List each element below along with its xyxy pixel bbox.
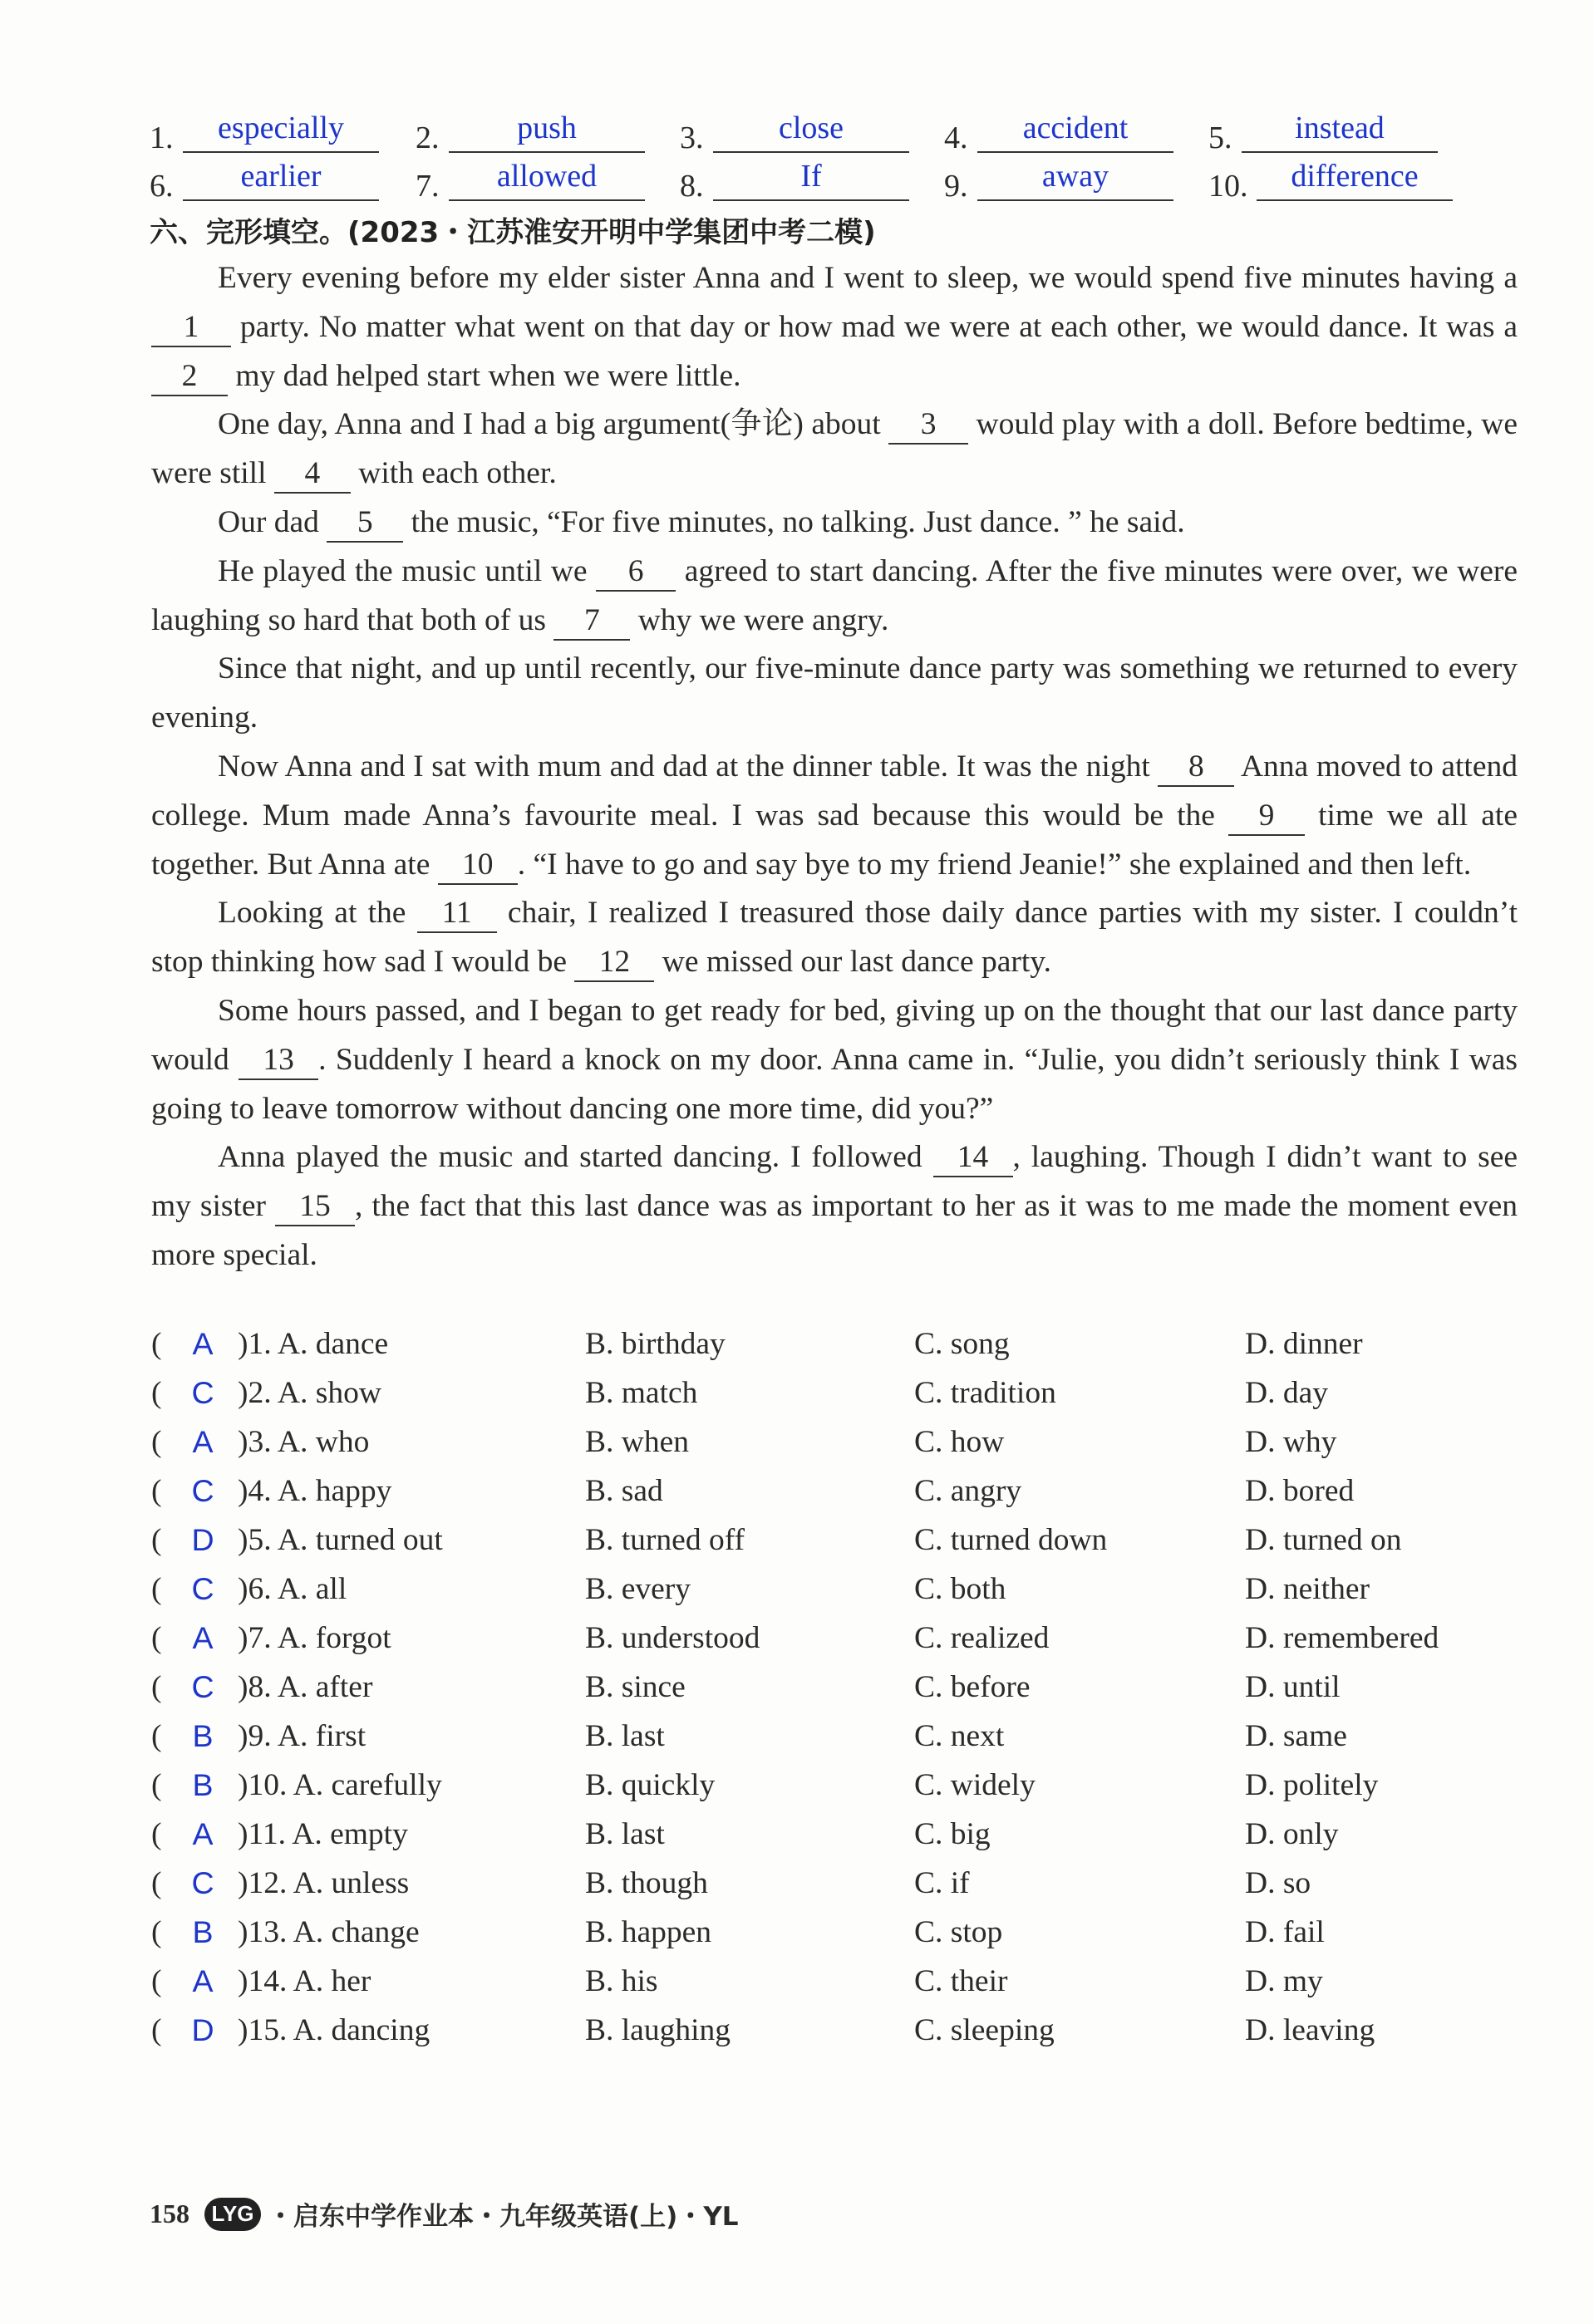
passage-text: we missed our last dance party. xyxy=(654,945,1051,980)
cloze-passage xyxy=(151,254,1518,1280)
option-b: B. laughing xyxy=(585,2013,731,2047)
option-a: )8. A. after xyxy=(238,1670,373,1704)
passage-text: . “I have to go and say bye to my friend Jeanie!” she explained and then left. xyxy=(517,847,1472,882)
paragraph-2 xyxy=(151,400,1518,499)
option-c: C. tradition xyxy=(914,1376,1056,1410)
option-d: D. only xyxy=(1245,1817,1339,1851)
fill-number: 4. xyxy=(944,120,968,155)
answer-letter: C xyxy=(191,1669,214,1704)
fill-answer: especially xyxy=(183,111,379,153)
blank-4: 4 xyxy=(274,455,351,494)
option-a: )4. A. happy xyxy=(238,1474,392,1508)
option-c: C. big xyxy=(914,1817,991,1851)
option-a: )5. A. turned out xyxy=(238,1523,443,1557)
paragraph-7 xyxy=(151,889,1518,987)
option-a: )10. A. carefully xyxy=(238,1768,442,1802)
option-d: D. bored xyxy=(1245,1474,1355,1508)
option-a: )3. A. who xyxy=(238,1425,370,1459)
passage-text: Since that night, and up until recently, our five-minute dance party was something we returned to every evening. xyxy=(151,651,1518,735)
passage-text: Anna moved to attend college. Mum made Anna’s favourite meal. I was sad because this would be the xyxy=(151,749,1518,833)
passage-text: Now Anna and I sat with mum and dad at the dinner table. It was the night xyxy=(218,749,1159,784)
option-b: B. turned off xyxy=(585,1523,745,1557)
fill-answer: away xyxy=(977,160,1173,201)
paragraph-6 xyxy=(151,743,1518,889)
option-c: C. next xyxy=(914,1719,1005,1753)
answer-letter: A xyxy=(192,1963,214,1998)
option-a: )7. A. forgot xyxy=(238,1621,391,1655)
paren: ( xyxy=(151,1376,162,1410)
option-a: )11. A. empty xyxy=(238,1817,408,1851)
option-b: B. his xyxy=(585,1964,658,1998)
passage-text: chair, I realized I treasured those daily dance parties with my sister. I couldn’t stop thinking how sad I would be xyxy=(151,896,1518,980)
option-c: C. if xyxy=(914,1866,970,1900)
paragraph-9 xyxy=(151,1133,1518,1280)
fill-answer: accident xyxy=(977,111,1173,153)
blank-15: 15 xyxy=(275,1188,355,1226)
question-row xyxy=(151,1816,1523,1858)
blank-8: 8 xyxy=(1158,749,1234,787)
fill-number: 3. xyxy=(680,120,704,155)
passage-text: why we were angry. xyxy=(630,602,889,637)
passage-text: the music, “For five minutes, no talking. Just dance. ” he said. xyxy=(403,504,1185,539)
answer-letter: C xyxy=(191,1473,214,1508)
fill-answer: If xyxy=(713,160,909,201)
option-d: D. fail xyxy=(1245,1915,1325,1949)
fill-answer: difference xyxy=(1257,160,1453,201)
question-row xyxy=(151,1963,1523,2005)
option-d: D. turned on xyxy=(1245,1523,1402,1557)
answer-letter: B xyxy=(192,1718,214,1753)
option-b: B. last xyxy=(585,1719,665,1753)
option-b: B. every xyxy=(585,1572,691,1606)
paren: ( xyxy=(151,1327,162,1361)
paragraph-3 xyxy=(151,499,1518,548)
option-a: )15. A. dancing xyxy=(238,2013,430,2047)
option-b: B. understood xyxy=(585,1621,760,1655)
option-a: )14. A. her xyxy=(238,1964,371,1998)
option-b: B. happen xyxy=(585,1915,712,1949)
blank-11: 11 xyxy=(417,895,497,933)
option-b: B. since xyxy=(585,1670,686,1704)
passage-text: Our dad xyxy=(218,504,327,539)
question-row xyxy=(151,1767,1523,1809)
option-d: D. so xyxy=(1245,1866,1311,1900)
option-a: )1. A. dance xyxy=(238,1327,389,1361)
paren: ( xyxy=(151,1670,162,1704)
fill-answer: instead xyxy=(1242,111,1438,153)
answer-letter: A xyxy=(192,1326,214,1361)
blank-14: 14 xyxy=(933,1139,1013,1177)
paren: ( xyxy=(151,1866,162,1900)
answer-letter: B xyxy=(192,1914,214,1949)
option-c: C. both xyxy=(914,1572,1006,1606)
passage-text: party. No matter what went on that day or how mad we were at each other, we would dance. It was a xyxy=(231,309,1518,344)
blank-2: 2 xyxy=(151,358,228,396)
option-b: B. last xyxy=(585,1817,665,1851)
option-c: C. song xyxy=(914,1327,1010,1361)
paragraph-8 xyxy=(151,987,1518,1133)
section-title: 六、完形填空。(2023・江苏淮安开明中学集团中考二模) xyxy=(150,216,876,249)
option-a: )12. A. unless xyxy=(238,1866,410,1900)
paren: ( xyxy=(151,1572,162,1606)
passage-text: Every evening before my elder sister Anna and I went to sleep, we would spend five minutes having a xyxy=(218,261,1518,295)
passage-text: with each other. xyxy=(350,456,557,491)
book-title: ・启东中学作业本・九年级英语(上)・YL xyxy=(268,2202,739,2232)
option-c: C. stop xyxy=(914,1915,1003,1949)
option-b: B. match xyxy=(585,1376,698,1410)
question-row xyxy=(151,1669,1523,1711)
option-d: D. same xyxy=(1245,1719,1347,1753)
answer-letter: C xyxy=(191,1375,214,1410)
passage-text: He played the music until we xyxy=(218,553,597,588)
fill-answer: close xyxy=(713,111,909,153)
question-row xyxy=(151,1375,1523,1417)
paragraph-4 xyxy=(151,548,1518,646)
fill-number: 9. xyxy=(944,169,968,204)
paren: ( xyxy=(151,1719,162,1753)
fill-number: 7. xyxy=(416,169,440,204)
passage-text: my dad helped start when we were little. xyxy=(228,358,741,393)
answer-letter: D xyxy=(191,1522,214,1557)
passage-text: . Suddenly I heard a knock on my door. Anna came in. “Julie, you didn’t seriously think I was going to leave tomorrow without dancing one more time, did you?” xyxy=(151,1042,1518,1126)
fill-number: 5. xyxy=(1208,120,1232,155)
passage-text: , the fact that this last dance was as important to her as it was to me made the moment even more special. xyxy=(151,1189,1518,1272)
paren: ( xyxy=(151,1523,162,1557)
question-row xyxy=(151,1522,1523,1564)
fill-answer: earlier xyxy=(183,160,379,201)
option-b: B. though xyxy=(585,1866,708,1900)
option-c: C. widely xyxy=(914,1768,1036,1802)
option-b: B. when xyxy=(585,1425,689,1459)
option-a: )6. A. all xyxy=(238,1572,347,1606)
answer-letter: C xyxy=(191,1571,214,1606)
option-d: D. until xyxy=(1245,1670,1341,1704)
fill-number: 6. xyxy=(150,169,174,204)
page-number: 158 xyxy=(150,2199,189,2228)
option-d: D. my xyxy=(1245,1964,1323,1998)
fill-number: 1. xyxy=(150,120,174,155)
option-d: D. politely xyxy=(1245,1768,1379,1802)
question-row xyxy=(151,1424,1523,1466)
paren: ( xyxy=(151,1425,162,1459)
option-c: C. realized xyxy=(914,1621,1050,1655)
answer-letter: A xyxy=(192,1816,214,1851)
question-row xyxy=(151,1914,1523,1956)
paragraph-1 xyxy=(151,254,1518,400)
answer-letter: A xyxy=(192,1620,214,1655)
option-a: )9. A. first xyxy=(238,1719,367,1753)
fill-number: 8. xyxy=(680,169,704,204)
paren: ( xyxy=(151,1621,162,1655)
blank-5: 5 xyxy=(327,504,403,543)
paragraph-5 xyxy=(151,645,1518,743)
option-c: C. turned down xyxy=(914,1523,1108,1557)
paren: ( xyxy=(151,1964,162,1998)
question-row xyxy=(151,1571,1523,1613)
option-c: C. how xyxy=(914,1425,1005,1459)
option-a: )2. A. show xyxy=(238,1376,381,1410)
question-row xyxy=(151,1865,1523,1907)
publisher-badge: LYG xyxy=(204,2198,261,2231)
option-b: B. birthday xyxy=(585,1327,726,1361)
option-d: D. leaving xyxy=(1245,2013,1375,2047)
paren: ( xyxy=(151,1817,162,1851)
question-row xyxy=(151,2012,1523,2054)
option-b: B. sad xyxy=(585,1474,663,1508)
blank-6: 6 xyxy=(596,553,676,592)
paren: ( xyxy=(151,2013,162,2047)
question-row xyxy=(151,1326,1523,1368)
passage-text: agreed to start dancing. After the five minutes were over, we were laughing so hard that both of us xyxy=(151,553,1518,637)
passage-text: Anna played the music and started dancing. I followed xyxy=(218,1140,933,1175)
option-c: C. angry xyxy=(914,1474,1022,1508)
passage-text: One day, Anna and I had a big argument(争论) about xyxy=(218,407,889,442)
option-c: C. before xyxy=(914,1670,1031,1704)
blank-3: 3 xyxy=(888,406,968,445)
fill-answer: push xyxy=(449,111,645,153)
paren: ( xyxy=(151,1474,162,1508)
fill-number: 10. xyxy=(1208,169,1248,204)
option-a: )13. A. change xyxy=(238,1915,420,1949)
option-d: D. remembered xyxy=(1245,1621,1439,1655)
blank-7: 7 xyxy=(553,602,630,641)
blank-1: 1 xyxy=(151,309,231,347)
answer-letter: B xyxy=(192,1767,214,1802)
fill-answer: allowed xyxy=(449,160,645,201)
passage-text: Looking at the xyxy=(218,896,417,931)
passage-text: would play with a doll. Before bedtime, we were still xyxy=(151,407,1518,491)
option-d: D. day xyxy=(1245,1376,1328,1410)
passage-text: , laughing. Though I didn’t want to see my sister xyxy=(151,1140,1518,1224)
blank-13: 13 xyxy=(239,1042,318,1080)
option-c: C. sleeping xyxy=(914,2013,1055,2047)
option-d: D. neither xyxy=(1245,1572,1370,1606)
paren: ( xyxy=(151,1768,162,1802)
option-d: D. dinner xyxy=(1245,1327,1363,1361)
question-row xyxy=(151,1620,1523,1662)
page-footer xyxy=(150,2195,739,2233)
question-row xyxy=(151,1473,1523,1515)
answer-letter: D xyxy=(191,2012,214,2047)
question-row xyxy=(151,1718,1523,1760)
paren: ( xyxy=(151,1915,162,1949)
passage-text: time we all ate together. But Anna ate xyxy=(151,798,1518,882)
blank-12: 12 xyxy=(574,944,654,982)
fill-number: 2. xyxy=(416,120,440,155)
blank-10: 10 xyxy=(438,847,518,885)
option-b: B. quickly xyxy=(585,1768,716,1802)
option-d: D. why xyxy=(1245,1425,1337,1459)
blank-9: 9 xyxy=(1228,798,1305,836)
option-c: C. their xyxy=(914,1964,1008,1998)
answer-letter: A xyxy=(192,1424,214,1459)
answer-letter: C xyxy=(191,1865,214,1900)
passage-text: Some hours passed, and I began to get ready for bed, giving up on the thought that our last dance party would xyxy=(151,993,1518,1077)
